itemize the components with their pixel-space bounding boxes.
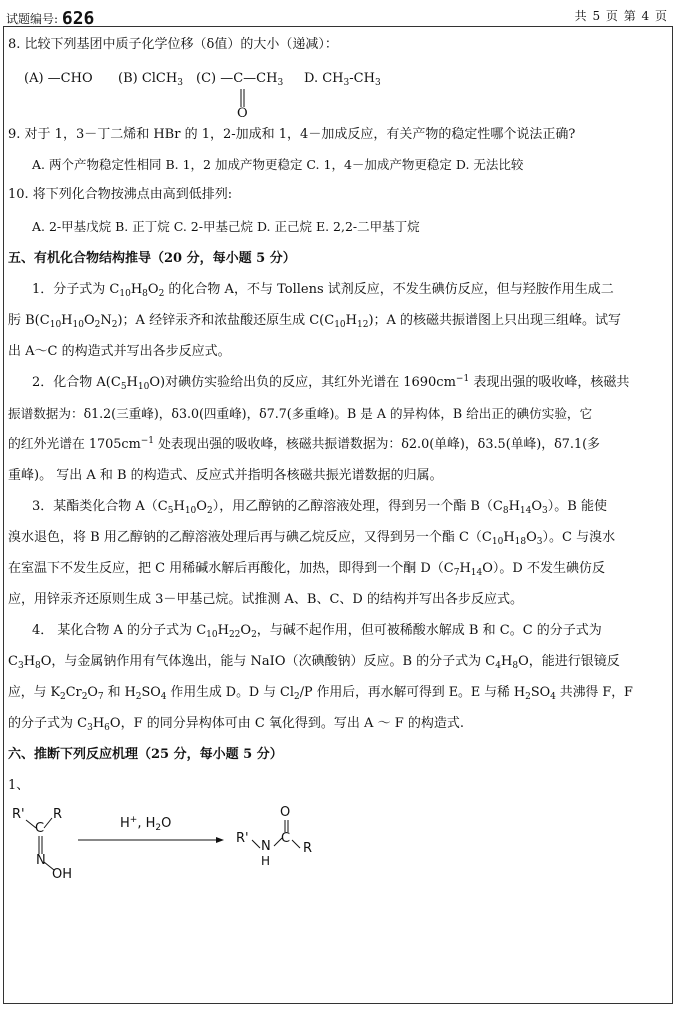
page-counter: 共 5 页 第 4 页 <box>574 9 668 23</box>
question-8-option-c: (C) $—C—CH_3$ <box>196 71 284 88</box>
reactant-bond-r2 <box>44 818 52 828</box>
s5-problem-2-line-4: 重峰)。 写出 A 和 B 的构造式、反应式并指明各核磁共振光谱数据的归属。 <box>8 468 443 483</box>
product-r-prime: R' <box>236 831 249 846</box>
s5-problem-1-line-2: 肟 $B(C_{10}H_{10}O_2N_2)$；A 经锌汞齐和浓盐酸还原生成 $C(C_{10}H_{12})$；A 的核磁共振谱图上只出现三组峰。试写 <box>8 313 622 330</box>
s5-problem-4-line-4: 的分子式为 $C_3H_6O$，F 的同分异构体可由 C 氧化得到。写出 A ～ F 的构造式. <box>8 716 464 733</box>
reactant-carbon: C <box>35 821 45 836</box>
s5-problem-2-line-3: 的红外光谱在 $1705cm^{-1}$ 处表现出强的吸收峰，核磁共振谱数据为：δ2.0(单峰)，δ3.5(单峰)，δ7.1(多 <box>8 436 600 452</box>
s5-problem-3-line-1: 3．某酯类化合物 $A(C_5H_{10}O_2)$，用乙醇钠的乙醇溶液处理，得到另一个酯 $B(C_8H_{14}O_3)$。B 能使 <box>32 499 607 516</box>
question-9-options: A. 两个产物稳定性相同 B. 1，2 加成产物更稳定 C. 1，4－加成产物更稳定 D. 无法比较 <box>32 157 524 172</box>
product-carbon: C <box>281 831 291 846</box>
section-6-title: 六、推断下列反应机理（25 分，每小题 5 分） <box>8 747 283 762</box>
question-8-option-d: D. $CH_3-CH_3$ <box>304 71 381 88</box>
product-r: R <box>303 841 313 856</box>
exam-code-label: 试题编号: 626 <box>6 8 95 29</box>
s5-problem-4-line-2: $C_3H_8O$，与金属钠作用有气体逸出，能与 NaIO（次碘酸钠）反应。B 的分子式为 $C_4H_8O$，能进行银镜反 <box>8 654 620 671</box>
question-9: 9. 对于 1，3－丁二烯和 HBr 的 1，2-加成和 1，4－加成反应，有关产物的稳定性哪个说法正确? <box>8 127 576 142</box>
reagent-label: H+, $H_2O$ <box>120 815 172 833</box>
carbonyl-oxygen: O <box>237 106 248 121</box>
s6-problem-1-label: 1、 <box>8 778 30 793</box>
question-10: 10. 将下列化合物按沸点由高到低排列: <box>8 187 233 202</box>
s5-problem-3-line-2: 溴水退色，将 B 用乙醇钠的乙醇溶液处理后再与碘乙烷反应，又得到另一个酯 $C(C_{10}H_{18}O_3)$。C 与溴水 <box>8 530 616 547</box>
reactant-r: R <box>53 807 63 822</box>
s5-problem-3-line-4: 应，用锌汞齐还原则生成 3－甲基己烷。试推测 A、B、C、D 的结构并写出各步反应式。 <box>8 592 523 607</box>
question-10-options: A. 2-甲基戊烷 B. 正丁烷 C. 2-甲基己烷 D. 正己烷 E. 2,2-二甲基丁烷 <box>32 219 420 234</box>
question-8-option-a: (A) —CHO <box>24 71 93 86</box>
s5-problem-1-line-3: 出 A～C 的构造式并写出各步反应式。 <box>8 344 231 359</box>
product-oxygen: O <box>280 805 291 820</box>
reactant-nitrogen: N <box>36 853 46 868</box>
s5-problem-3-line-3: 在室温下不发生反应，把 C 用稀碱水解后再酸化，加热，即得到一个酮 $D(C_7H_{14}O)$。D 不发生碘仿反 <box>8 561 605 578</box>
product-nitrogen: N <box>261 839 271 854</box>
exam-code: 626 <box>61 8 95 29</box>
product-bond-r1 <box>252 840 260 848</box>
reactant-hydroxyl: OH <box>52 867 73 882</box>
s5-problem-2-line-1: 2．化合物 $A(C_5H_{10}O)$对碘仿实验给出负的反应，其红外光谱在 $1690cm^{-1}$ 表现出强的吸收峰，核磁共 <box>32 374 630 392</box>
question-8: 8. 比较下列基团中质子化学位移（δ值）的大小（递减）： <box>8 37 338 52</box>
s5-problem-4-line-1: 4． 某化合物 A 的分子式为 $C_{10}H_{22}O_2$，与碱不起作用，但可被稀酸水解成 B 和 C。C 的分子式为 <box>32 623 602 640</box>
page-header <box>6 2 670 29</box>
s5-problem-2-line-2: 振谱数据为：δ1.2(三重峰)，δ3.0(四重峰)，δ7.7(多重峰)。B 是 A 的异构体，B 给出正的碘仿实验，它 <box>8 406 593 421</box>
reactant-r-prime: R' <box>12 807 25 822</box>
s5-problem-4-line-3: 应，与 $K_2Cr_2O_7$ 和 $H_2SO_4$ 作用生成 D。D 与 $Cl_2/P$ 作用后，再水解可得到 E。E 与稀 $H_2SO_4$ 共沸得 F，F <box>8 685 633 702</box>
reaction-arrow-head <box>216 837 224 843</box>
section-5-title: 五、有机化合物结构推导（20 分，每小题 5 分） <box>8 251 296 266</box>
product-bond-cr <box>292 840 300 848</box>
s5-problem-1-line-1: 1．分子式为 $C_{10}H_8O_2$ 的化合物 A，不与 Tollens 试剂反应，不发生碘仿反应，但与羟胺作用生成二 <box>32 282 614 299</box>
question-8-option-b: (B) ClCH$_3$ <box>118 71 183 88</box>
product-hydrogen: H <box>261 854 271 868</box>
